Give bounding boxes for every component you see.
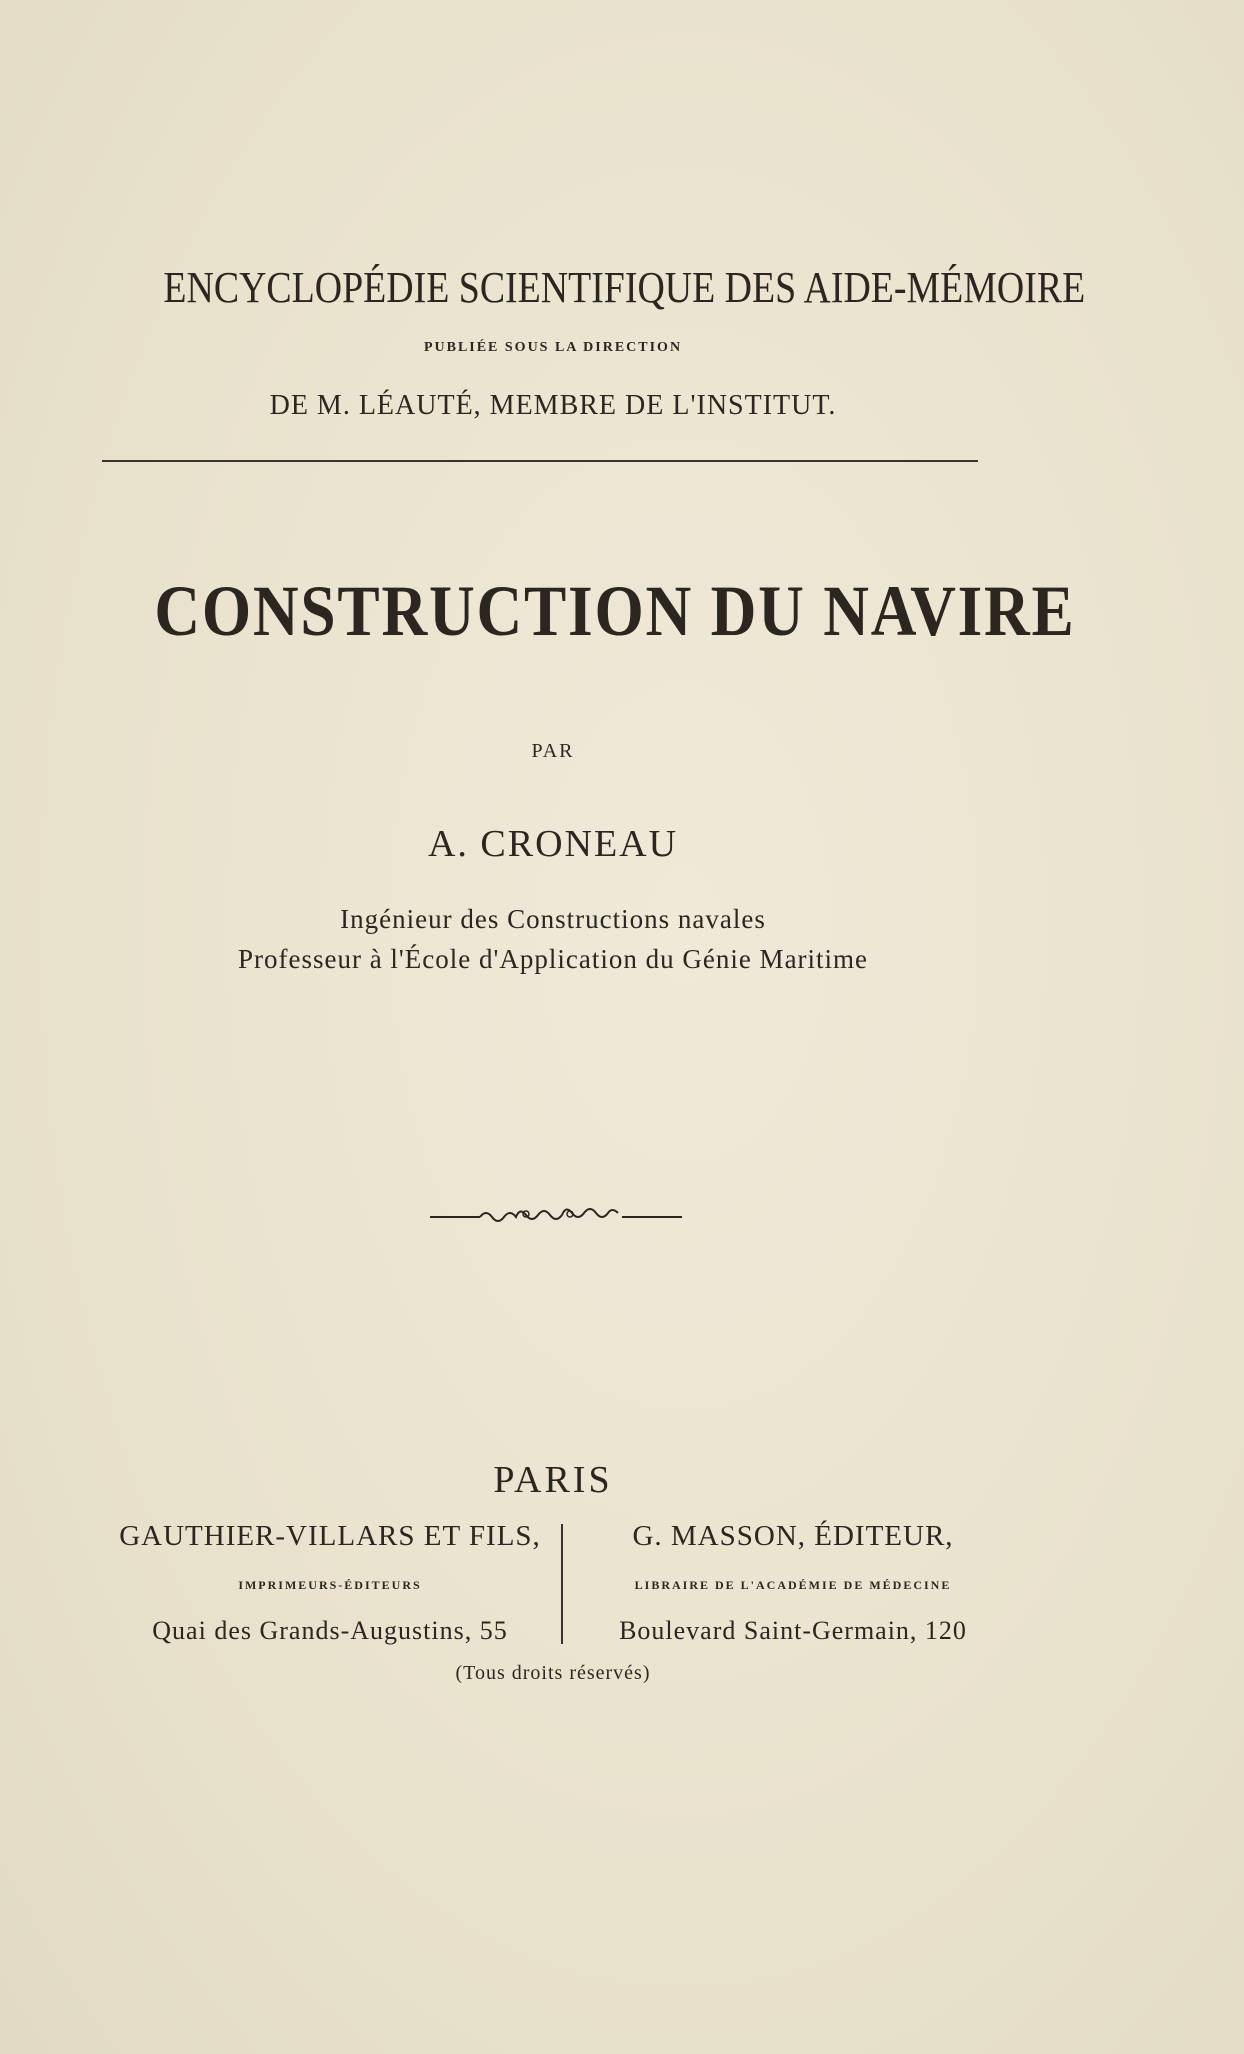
collection-title: ENCYCLOPÉDIE SCIENTIFIQUE DES AIDE-MÉMOIRE bbox=[163, 263, 1086, 312]
publisher-divider bbox=[561, 1524, 563, 1644]
publisher-right-address: Boulevard Saint-Germain, 120 bbox=[619, 1616, 967, 1645]
publisher-left-address: Quai des Grands-Augustins, 55 bbox=[152, 1616, 508, 1645]
author-affiliation-2: Professeur à l'École d'Application du Génie Maritime bbox=[237, 944, 869, 974]
publisher-right-name: G. MASSON, ÉDITEUR, bbox=[632, 1520, 954, 1552]
by-label: PAR bbox=[531, 740, 575, 762]
rights-notice: (Tous droits réservés) bbox=[455, 1662, 651, 1684]
publisher-left-role: IMPRIMEURS-ÉDITEURS bbox=[238, 1578, 422, 1592]
published-under-line: PUBLIÉE SOUS LA DIRECTION bbox=[423, 340, 683, 355]
top-rule bbox=[102, 460, 978, 462]
ornamental-divider-icon bbox=[430, 1202, 682, 1232]
imprint-city: PARIS bbox=[493, 1459, 613, 1501]
publisher-right-role: LIBRAIRE DE L'ACADÉMIE DE MÉDECINE bbox=[634, 1578, 952, 1592]
author-name: A. CRONEAU bbox=[427, 823, 679, 865]
publisher-left-name: GAUTHIER-VILLARS ET FILS, bbox=[119, 1520, 541, 1552]
director-line: DE M. LÉAUTÉ, MEMBRE DE L'INSTITUT. bbox=[269, 390, 837, 421]
author-affiliation-1: Ingénieur des Constructions navales bbox=[340, 904, 766, 934]
book-title: CONSTRUCTION DU NAVIRE bbox=[154, 571, 1076, 651]
